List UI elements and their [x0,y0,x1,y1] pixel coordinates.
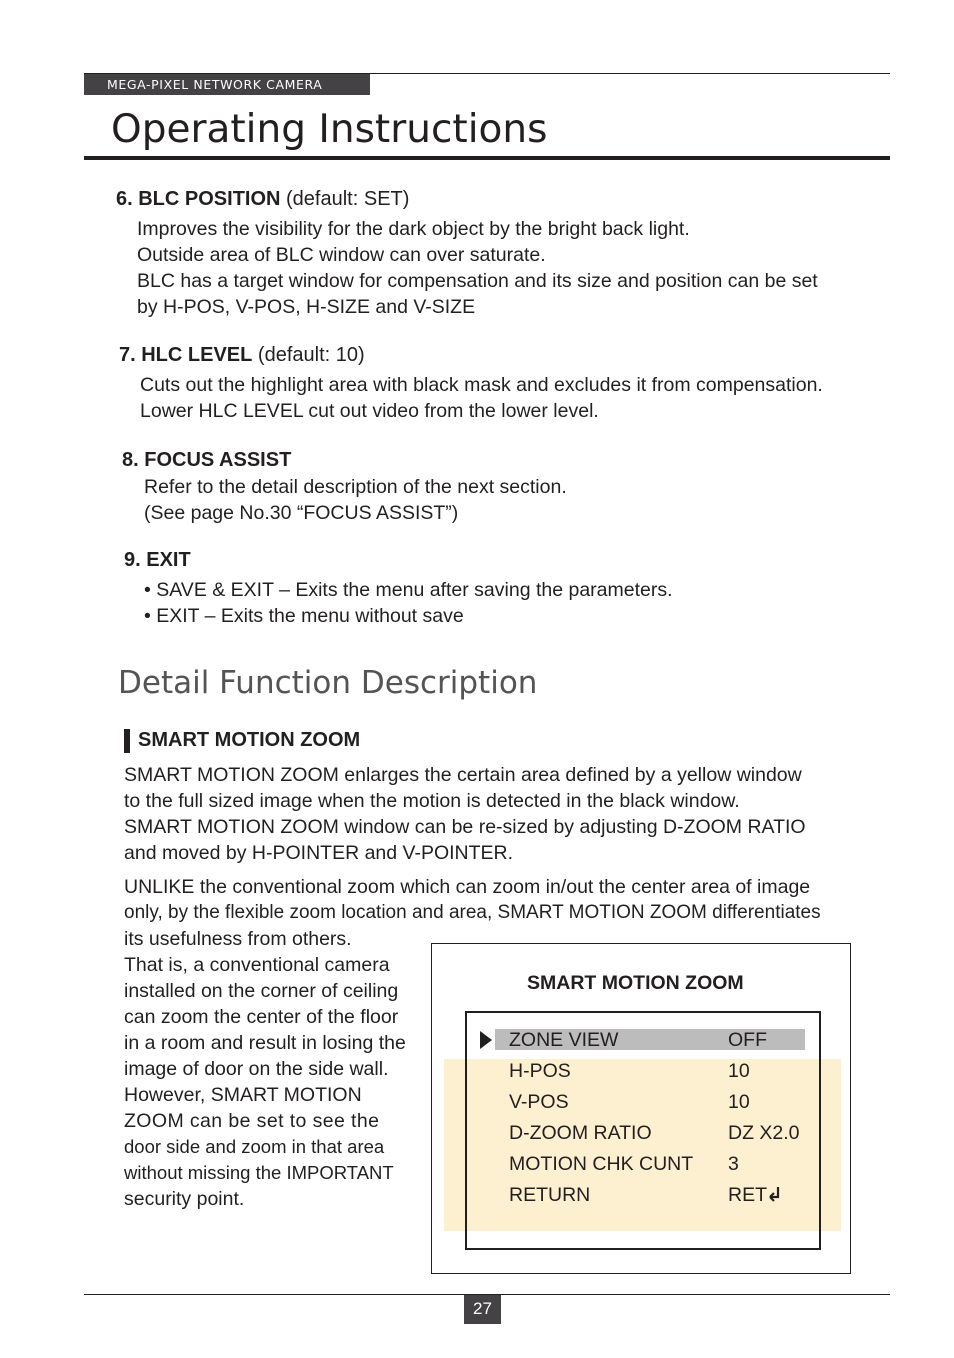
bullet-item: • EXIT – Exits the menu without save [144,605,464,627]
section-blc-position-body [137,216,818,320]
text-line: Improves the visibility for the dark object by the bright back light. [137,218,690,240]
text-line: SMART MOTION ZOOM enlarges the certain area defined by a yellow window [124,764,802,786]
text-line: by H-POS, V-POS, H-SIZE and V-SIZE [137,296,476,318]
page-number: 27 [464,1295,501,1324]
section-hlc-level-body [140,372,823,424]
section-hlc-level-heading [119,342,365,368]
text-line: installed on the corner of ceiling [124,980,399,1002]
detail-section-title: Detail Function Description [118,665,538,701]
osd-item-value: 10 [728,1060,750,1082]
text-line: and moved by H-POINTER and V-POINTER. [124,842,514,864]
osd-item-value: 10 [728,1091,750,1113]
section-default: (default: SET) [280,188,410,210]
osd-item-label: MOTION CHK CUNT [509,1153,694,1175]
text-line: security point. [124,1188,245,1210]
bullet-item: • SAVE & EXIT – Exits the menu after saving the parameters. [144,579,673,601]
text-line: without missing the IMPORTANT [124,1162,394,1183]
text-line: door side and zoom in that area [124,1136,385,1157]
text-line: only, by the flexible zoom location and area, SMART MOTION ZOOM differentiates [124,902,821,923]
text-line: Refer to the detail description of the next section. [144,476,567,498]
smz-paragraph-2 [124,874,821,952]
title-rule [84,156,890,160]
header-tag: MEGA-PIXEL NETWORK CAMERA [84,74,370,95]
osd-item-label: RETURN [509,1184,591,1206]
section-focus-assist-heading [122,447,291,473]
osd-item-value: DZ X2.0 [728,1122,800,1144]
text-line: However, SMART MOTION [124,1084,362,1106]
section-blc-position-heading [116,186,409,212]
section-title: 6. BLC POSITION [116,188,281,210]
smz-paragraph-3 [124,952,406,1212]
osd-item-value: OFF [728,1029,767,1051]
osd-item-label: H-POS [509,1060,571,1082]
text-line: can zoom the center of the floor [124,1006,399,1028]
osd-item-label: ZONE VIEW [509,1029,619,1051]
heading-bar-marker [124,729,130,753]
section-title: 9. EXIT [124,549,191,571]
osd-item-label: V-POS [509,1091,569,1113]
enter-arrow-icon [768,1185,782,1203]
text-line: BLC has a target window for compensation and its size and position can be set [137,270,818,292]
text-line: Cuts out the highlight area with black mask and excludes it from compensation. [140,374,823,396]
text-line: image of door on the side wall. [124,1058,389,1080]
section-title: 7. HLC LEVEL [119,344,253,366]
text-line: in a room and result in losing the [124,1032,406,1054]
section-exit-body [144,577,673,629]
section-title: 8. FOCUS ASSIST [122,449,292,471]
text-line: ZOOM can be set to see the [124,1110,380,1132]
text-line: UNLIKE the conventional zoom which can zoom in/out the center area of image [124,876,811,898]
text-line: its usefulness from others. [124,928,352,950]
osd-menu-title: SMART MOTION ZOOM [527,972,744,994]
text-line: (See page No.30 “FOCUS ASSIST”) [144,502,459,524]
text-line: Outside area of BLC window can over saturate. [137,244,546,266]
text-line: to the full sized image when the motion is detected in the black window. [124,790,740,812]
smart-motion-zoom-heading: SMART MOTION ZOOM [138,729,361,751]
pointer-arrow-icon [480,1031,492,1049]
section-default: (default: 10) [252,344,365,366]
text-line: Lower HLC LEVEL cut out video from the lower level. [140,400,599,422]
section-exit-heading [124,547,191,573]
page-title: Operating Instructions [111,107,548,152]
section-focus-assist-body [144,474,567,526]
osd-item-value: 3 [728,1153,739,1175]
smz-paragraph-1 [124,762,806,866]
text-line: SMART MOTION ZOOM window can be re-sized by adjusting D-ZOOM RATIO [124,816,806,838]
osd-item-value: RET [728,1184,767,1206]
text-line: That is, a conventional camera [124,954,390,976]
osd-item-label: D-ZOOM RATIO [509,1122,652,1144]
